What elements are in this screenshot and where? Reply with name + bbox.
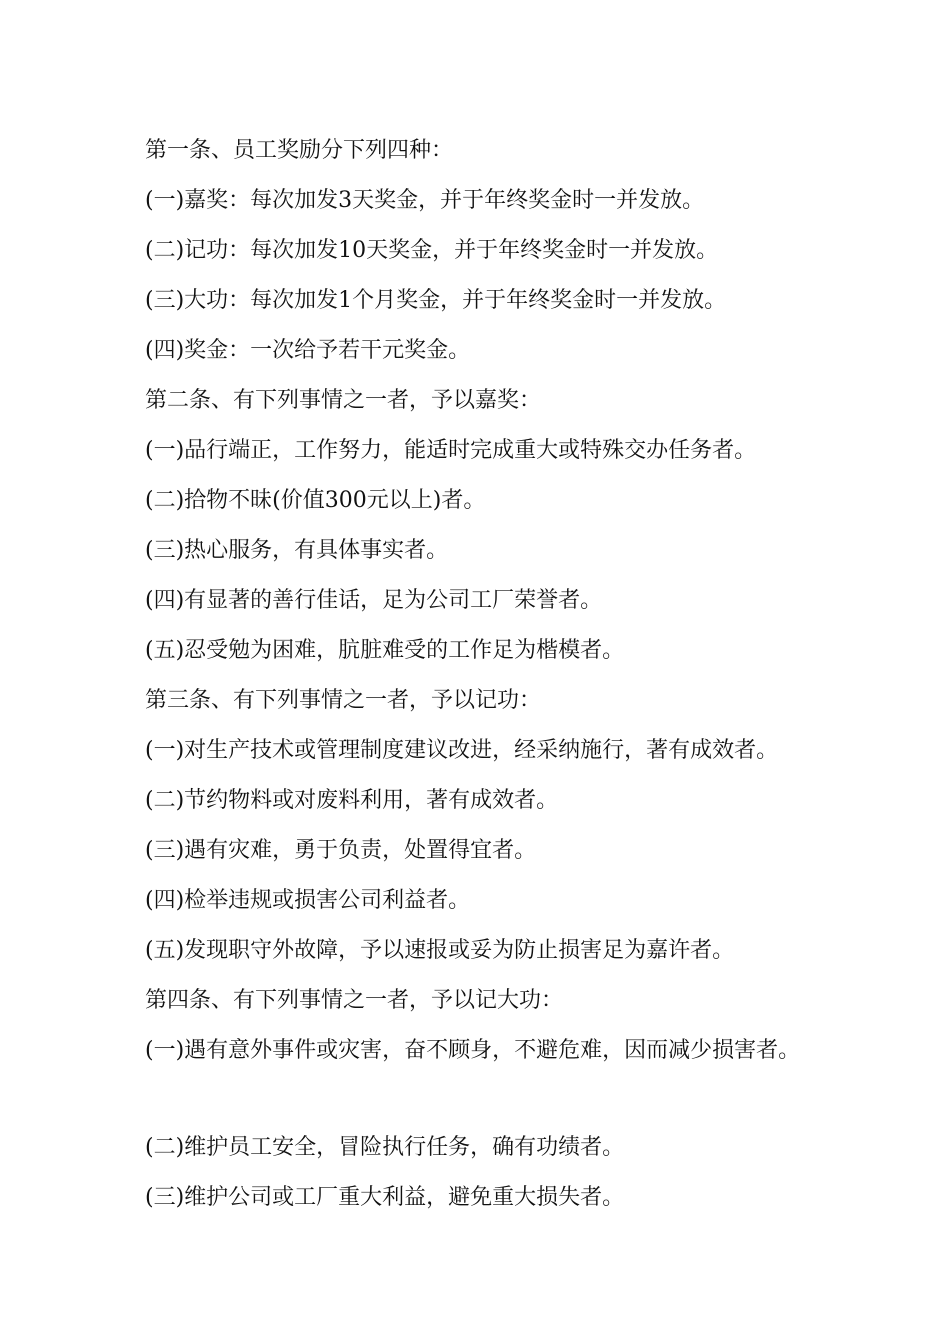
article-1-item-2: (二)记功：每次加发10天奖金，并于年终奖金时一并发放。 <box>145 238 719 263</box>
article-2-heading: 第二条、有下列事情之一者，予以嘉奖： <box>145 388 542 413</box>
article-3-item-1: (一)对生产技术或管理制度建议改进，经采纳施行，著有成效者。 <box>145 738 779 763</box>
article-1-item-3: (三)大功：每次加发1个月奖金，并于年终奖金时一并发放。 <box>145 288 727 313</box>
article-1-item-1: (一)嘉奖：每次加发3天奖金，并于年终奖金时一并发放。 <box>145 188 705 213</box>
article-4-item-1: (一)遇有意外事件或灾害，奋不顾身，不避危难，因而减少损害者。 <box>145 1038 801 1063</box>
article-3-item-5: (五)发现职守外故障，予以速报或妥为防止损害足为嘉许者。 <box>145 938 735 963</box>
article-2-item-2: (二)拾物不昧(价值300元以上)者。 <box>145 488 486 513</box>
article-3-item-2: (二)节约物料或对废料利用，著有成效者。 <box>145 788 559 813</box>
article-4-item-2: (二)维护员工安全，冒险执行任务，确有功绩者。 <box>145 1135 625 1160</box>
article-2-item-1: (一)品行端正，工作努力，能适时完成重大或特殊交办任务者。 <box>145 438 757 463</box>
article-3-item-3: (三)遇有灾难，勇于负责，处置得宜者。 <box>145 838 537 863</box>
article-4-item-3: (三)维护公司或工厂重大利益，避免重大损失者。 <box>145 1185 625 1210</box>
article-2-item-3: (三)热心服务，有具体事实者。 <box>145 538 449 563</box>
article-1-item-4: (四)奖金：一次给予若干元奖金。 <box>145 338 471 363</box>
article-3-heading: 第三条、有下列事情之一者，予以记功： <box>145 688 542 713</box>
article-1-heading: 第一条、员工奖励分下列四种： <box>145 138 454 163</box>
article-2-item-4: (四)有显著的善行佳话，足为公司工厂荣誉者。 <box>145 588 603 613</box>
article-4-heading: 第四条、有下列事情之一者，予以记大功： <box>145 988 564 1013</box>
article-3-item-4: (四)检举违规或损害公司利益者。 <box>145 888 471 913</box>
article-2-item-5: (五)忍受勉为困难，肮脏难受的工作足为楷模者。 <box>145 638 625 663</box>
